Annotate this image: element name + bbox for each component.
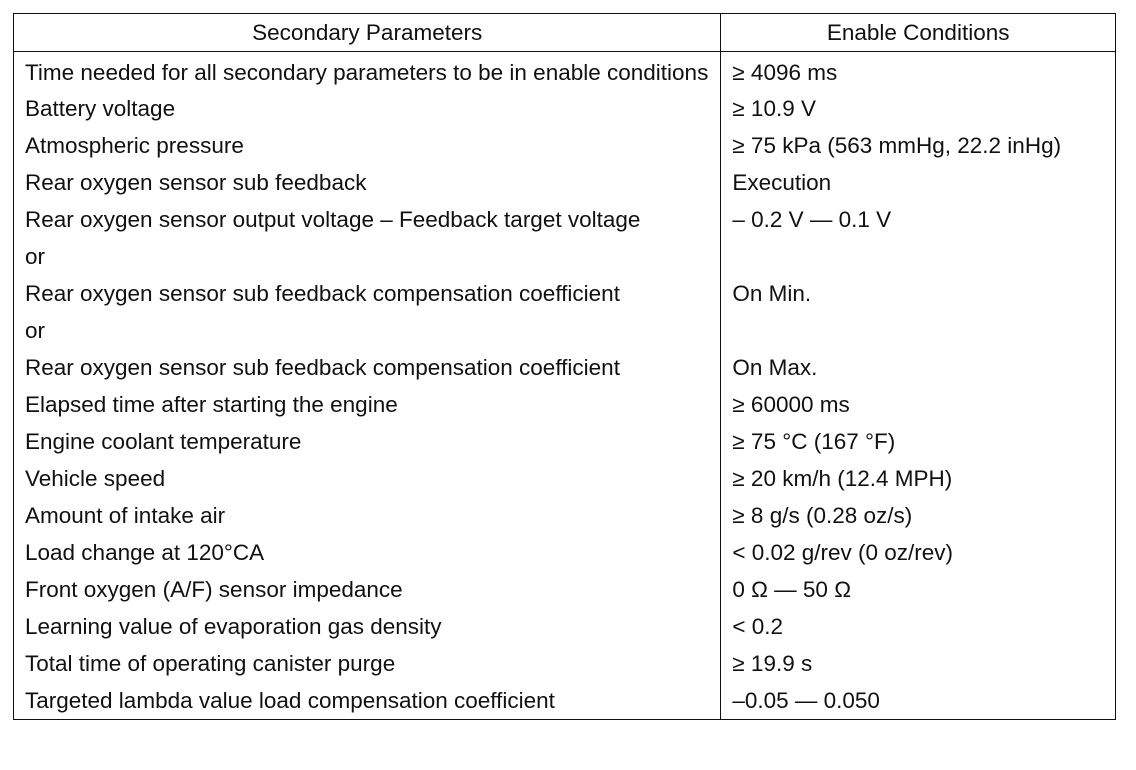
table-row: [14, 645, 1116, 682]
parameter-text: or: [25, 317, 46, 343]
condition-cell: [721, 127, 1116, 164]
parameter-cell: [14, 386, 721, 423]
parameter-text: Engine coolant temperature: [25, 428, 302, 454]
table-row: [14, 164, 1116, 201]
parameter-text: Load change at 120°CA: [25, 539, 265, 565]
table-row: [14, 90, 1116, 127]
parameter-text: Targeted lambda value load compensation coefficient: [25, 687, 555, 713]
parameter-cell: [14, 52, 721, 91]
condition-text: –0.05 — 0.050: [732, 687, 880, 713]
condition-cell: [721, 645, 1116, 682]
condition-text: ≥ 20 km/h (12.4 MPH): [732, 465, 953, 491]
condition-cell: [721, 571, 1116, 608]
condition-cell: [721, 682, 1116, 720]
table-row: [14, 127, 1116, 164]
condition-cell: [721, 238, 1116, 275]
condition-text: On Min.: [732, 280, 812, 306]
table-row: [14, 201, 1116, 238]
parameter-cell: [14, 238, 721, 275]
table-row: [14, 682, 1116, 720]
table-row: [14, 275, 1116, 312]
condition-text: ≥ 10.9 V: [732, 95, 816, 121]
condition-text: ≥ 4096 ms: [732, 60, 838, 85]
header-secondary-parameters: Secondary Parameters: [14, 14, 721, 52]
table-row: [14, 52, 1116, 91]
parameter-text: Battery voltage: [25, 95, 176, 121]
condition-cell: [721, 349, 1116, 386]
table-row: [14, 423, 1116, 460]
table-row: [14, 238, 1116, 275]
parameter-text: Rear oxygen sensor sub feedback compensation coefficient: [25, 280, 620, 306]
parameter-text: Rear oxygen sensor sub feedback: [25, 169, 367, 195]
parameter-cell: [14, 571, 721, 608]
condition-cell: [721, 460, 1116, 497]
condition-cell: [721, 164, 1116, 201]
secondary-parameters-table: [13, 13, 1116, 720]
condition-cell: [721, 52, 1116, 91]
parameter-text: Amount of intake air: [25, 502, 226, 528]
condition-cell: [721, 497, 1116, 534]
parameter-cell: [14, 645, 721, 682]
condition-cell: [721, 90, 1116, 127]
condition-text: – 0.2 V — 0.1 V: [732, 206, 892, 232]
condition-text: ≥ 19.9 s: [732, 650, 813, 676]
table-row: [14, 312, 1116, 349]
parameter-cell: [14, 534, 721, 571]
condition-text: ≥ 75 °C (167 °F): [732, 428, 896, 454]
parameter-text: Total time of operating canister purge: [25, 650, 396, 676]
condition-cell: [721, 312, 1116, 349]
parameter-cell: [14, 201, 721, 238]
table-row: [14, 534, 1116, 571]
condition-cell: [721, 201, 1116, 238]
condition-text: [721, 312, 1115, 319]
parameter-cell: [14, 460, 721, 497]
condition-text: ≥ 75 kPa (563 mmHg, 22.2 inHg): [732, 132, 1062, 158]
condition-text: [721, 238, 1115, 245]
parameter-text: Elapsed time after starting the engine: [25, 391, 398, 417]
parameter-text: Atmospheric pressure: [25, 132, 244, 158]
parameter-text: Front oxygen (A/F) sensor impedance: [25, 576, 403, 602]
parameter-text: Rear oxygen sensor sub feedback compensation coefficient: [25, 354, 620, 380]
parameter-text: Vehicle speed: [25, 465, 166, 491]
table-body: [14, 52, 1116, 720]
condition-text: ≥ 60000 ms: [732, 391, 850, 417]
condition-cell: [721, 534, 1116, 571]
parameter-cell: [14, 349, 721, 386]
table-row: [14, 608, 1116, 645]
table-row: [14, 386, 1116, 423]
header-enable-conditions: Enable Conditions: [721, 14, 1116, 52]
parameter-cell: [14, 497, 721, 534]
condition-cell: [721, 423, 1116, 460]
table-row: [14, 497, 1116, 534]
condition-text: ≥ 8 g/s (0.28 oz/s): [732, 502, 913, 528]
parameter-cell: [14, 90, 721, 127]
table-row: [14, 460, 1116, 497]
condition-cell: [721, 275, 1116, 312]
parameter-text: or: [25, 243, 46, 269]
parameter-text: Learning value of evaporation gas density: [25, 613, 442, 639]
table-row: [14, 349, 1116, 386]
parameter-cell: [14, 164, 721, 201]
condition-cell: [721, 386, 1116, 423]
condition-text: < 0.02 g/rev (0 oz/rev): [732, 539, 954, 565]
table-row: [14, 571, 1116, 608]
parameter-cell: [14, 127, 721, 164]
parameter-cell: [14, 608, 721, 645]
parameter-text: Rear oxygen sensor output voltage – Feedback target voltage: [25, 206, 641, 232]
condition-text: < 0.2: [732, 613, 783, 639]
condition-cell: [721, 608, 1116, 645]
parameter-cell: [14, 312, 721, 349]
condition-text: Execution: [732, 169, 832, 195]
condition-text: On Max.: [732, 354, 818, 380]
parameter-cell: [14, 423, 721, 460]
parameter-text: Time needed for all secondary parameters to be in enable conditions: [25, 60, 709, 85]
parameter-cell: [14, 275, 721, 312]
condition-text: 0 Ω — 50 Ω: [732, 576, 852, 602]
parameter-cell: [14, 682, 721, 720]
table-header-row: [14, 14, 1116, 52]
